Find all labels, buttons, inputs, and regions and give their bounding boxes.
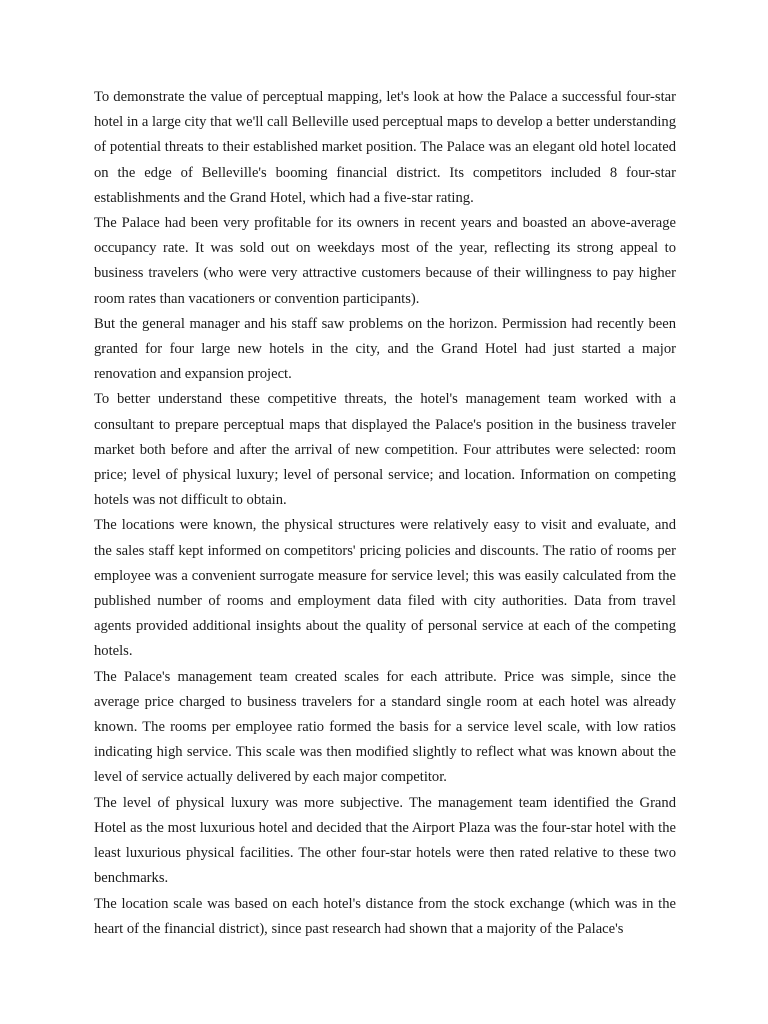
document-page <box>94 85 676 942</box>
paragraph: But the general manager and his staff saw problems on the horizon. Permission had recently been granted for four large new hotels in the city, and the Grand Hotel had just started a major renovation and expansion project. <box>94 315 676 383</box>
paragraph: To demonstrate the value of perceptual mapping, let's look at how the Palace a successful four-star hotel in a large city that we'll call Belleville used perceptual maps to develop a better understanding of potential threats to their established market position. The Palace was an elegant old hotel located on the edge of Belleville's booming financial district. Its competitors included 8 four-star establishments and the Grand Hotel, which had a five-star rating. <box>94 89 676 206</box>
paragraph: The location scale was based on each hotel's distance from the stock exchange (which was in the heart of the financial district), since past research had shown that a majority of the Palace's <box>94 895 676 937</box>
paragraph: The level of physical luxury was more subjective. The management team identified the Grand Hotel as the most luxurious hotel and decided that the Airport Plaza was the four-star hotel with the least luxurious physical facilities. The other four-star hotels were then rated relative to these two benchmarks. <box>94 794 676 887</box>
paragraph: The Palace's management team created scales for each attribute. Price was simple, since the average price charged to business travelers for a standard single room at each hotel was already known. The rooms per employee ratio formed the basis for a service level scale, with low ratios indicating high service. This scale was then modified slightly to reflect what was known about the level of service actually delivered by each major competitor. <box>94 668 676 786</box>
paragraph: The locations were known, the physical structures were relatively easy to visit and evaluate, and the sales staff kept informed on competitors' pricing policies and discounts. The ratio of rooms per employee was a convenient surrogate measure for service level; this was easily calculated from the published number of rooms and employment data filed with city authorities. Data from travel agents provided additional insights about the quality of personal service at each of the competing hotels. <box>94 517 676 660</box>
paragraph: The Palace had been very profitable for its owners in recent years and boasted an above-average occupancy rate. It was sold out on weekdays most of the year, reflecting its strong appeal to business travelers (who were very attractive customers because of their willingness to pay higher room rates than vacationers or convention participants). <box>94 215 676 307</box>
paragraph: To better understand these competitive threats, the hotel's management team worked with a consultant to prepare perceptual maps that displayed the Palace's position in the business traveler market both before and after the arrival of new competition. Four attributes were selected: room price; level of physical luxury; level of personal service; and location. Information on competing hotels was not difficult to obtain. <box>94 391 676 509</box>
